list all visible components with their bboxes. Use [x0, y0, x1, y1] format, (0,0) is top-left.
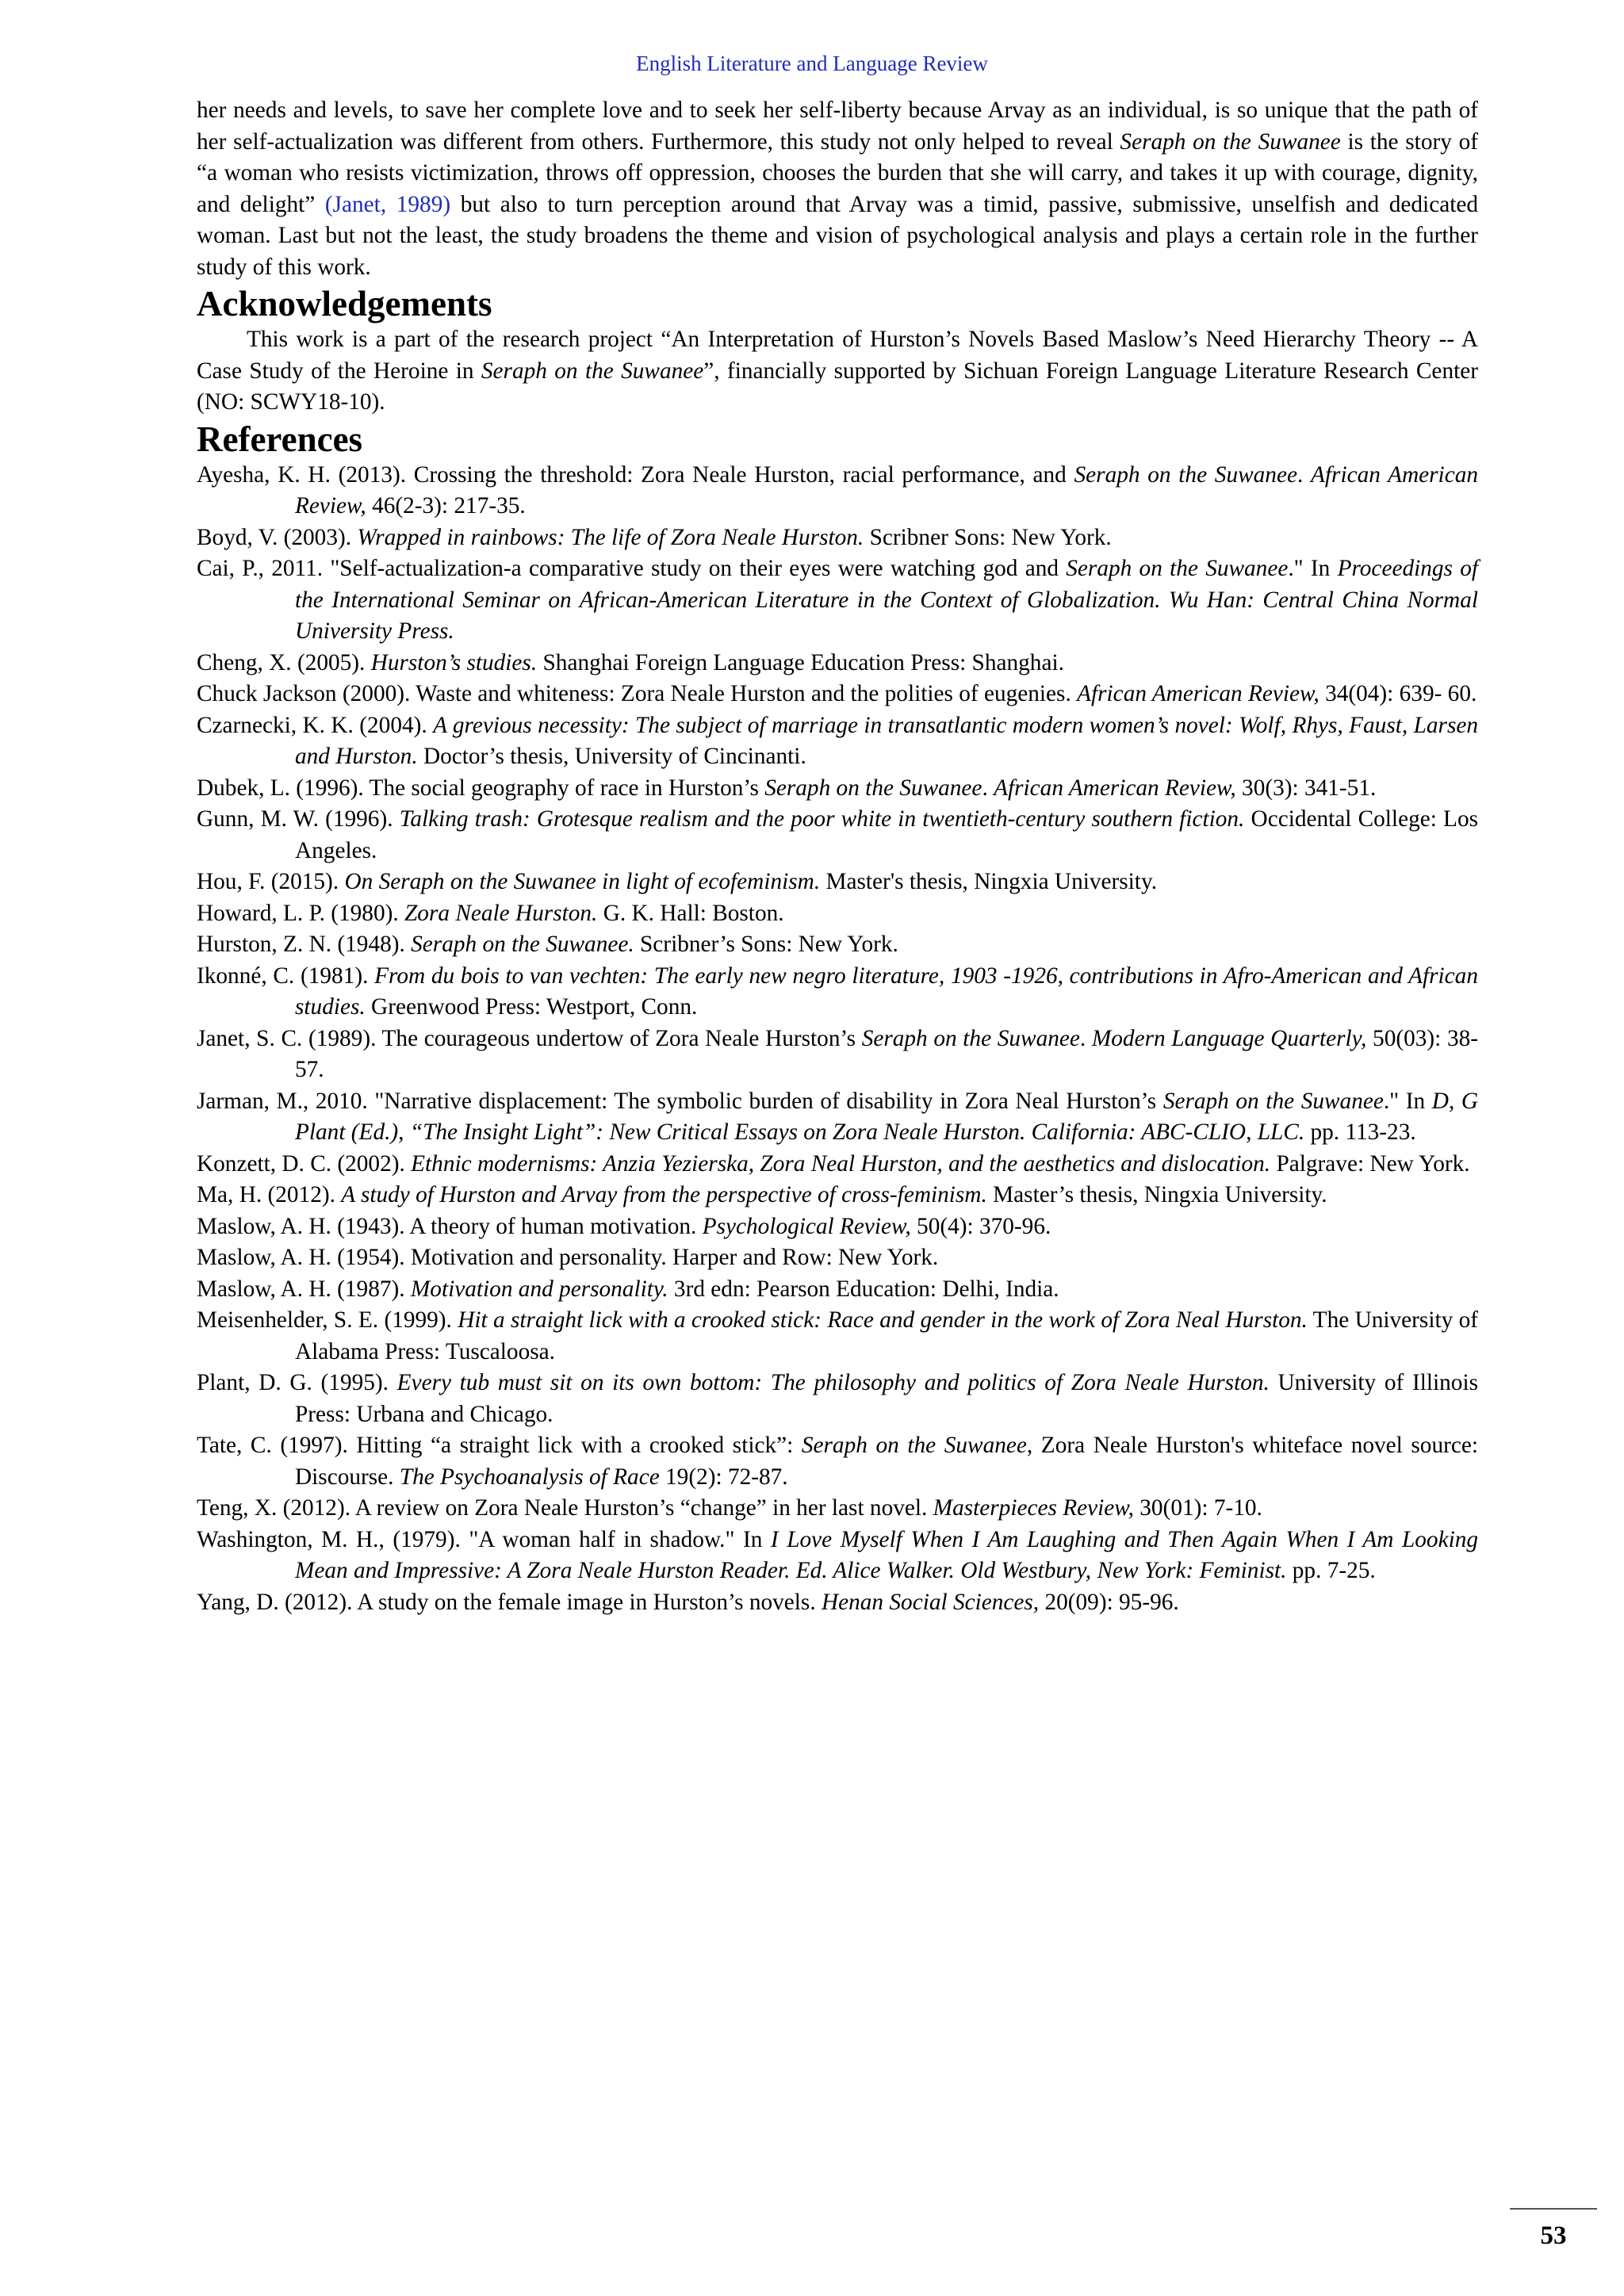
italic-text: From du bois to van vechten: The early new negro literature, 1903 -1926, contributions in Afro-American and African studies.	[295, 962, 1478, 1020]
text-run: Meisenhelder, S. E. (1999).	[197, 1307, 458, 1333]
page-number-rule	[1510, 2208, 1597, 2210]
text-run: Maslow, A. H. (1943). A theory of human motivation.	[197, 1213, 703, 1239]
text-run: This work is a part of the research project “An Interpretation of Hurston’s Novels Based Maslow’s Need Hierarchy Theory -- A Case Study of the Heroine in	[197, 327, 1478, 384]
text-run: Ma, H. (2012).	[197, 1182, 342, 1207]
italic-text: Hurston’s studies.	[370, 649, 538, 675]
text-run: 20(09): 95-96.	[1039, 1589, 1179, 1615]
text-run: Shanghai Foreign Language Education Press: Shanghai.	[537, 649, 1064, 675]
citation-link[interactable]: (Janet, 1989)	[324, 191, 451, 217]
text-run: G. K. Hall: Boston.	[597, 900, 784, 926]
italic-text: Masterpieces Review,	[933, 1495, 1134, 1521]
intro-paragraph	[197, 95, 1478, 283]
reference-entry	[197, 522, 1478, 554]
text-run: Palgrave: New York.	[1270, 1150, 1470, 1177]
text-run: 19(2): 72-87.	[659, 1464, 788, 1490]
text-run: 30(01): 7-10.	[1133, 1495, 1262, 1521]
reference-entry	[197, 1274, 1478, 1306]
reference-entry	[197, 898, 1478, 930]
italic-text: Seraph on the Suwanee	[1120, 128, 1341, 155]
italic-text: D, G Plant (Ed.), “The Insight Light”: New Critical Essays on Zora Neale Hurston. California: ABC-CLIO, LLC.	[295, 1088, 1479, 1145]
italic-text: Seraph on the Suwanee	[481, 358, 704, 384]
reference-entry	[197, 553, 1478, 648]
italic-text: Seraph on the Suwanee	[764, 775, 982, 801]
italic-text: Seraph on the Suwanee	[861, 1025, 1080, 1051]
text-run: Scribner’s Sons: New York.	[634, 932, 898, 957]
italic-text: Seraph on the Suwanee	[801, 1433, 1027, 1458]
text-run: University of Illinois Press: Urbana and Chicago.	[295, 1370, 1478, 1427]
text-run: but also to turn perception around that Arvay was a timid, passive, submissive, unselfish and dedicated woman. Last but not the least, the study broadens the theme and vision of psychological analysis and plays a certain role in the further study of this work.	[197, 191, 1478, 280]
italic-text: Seraph on the Suwanee	[1066, 556, 1289, 581]
text-run: Ayesha, K. H. (2013). Crossing the threshold: Zora Neale Hurston, racial performance, and	[197, 461, 1074, 488]
text-run: pp. 7-25.	[1286, 1558, 1376, 1583]
reference-entry	[197, 961, 1478, 1024]
text-run: The University of Alabama Press: Tuscaloosa.	[295, 1307, 1478, 1364]
reference-entry	[197, 773, 1478, 805]
text-run: Doctor’s thesis, University of Cincinanti.	[417, 744, 806, 769]
reference-entry	[197, 679, 1478, 710]
text-run: Janet, S. C. (1989). The courageous undertow of Zora Neale Hurston’s	[197, 1025, 862, 1051]
reference-entry	[197, 1430, 1478, 1493]
italic-text: Psychological Review,	[702, 1213, 911, 1239]
text-run: 46(2-3): 217-35.	[366, 493, 526, 519]
text-run: .	[982, 775, 994, 801]
text-run: Hurston, Z. N. (1948).	[197, 932, 412, 957]
text-run: .	[1079, 1025, 1092, 1051]
text-run: Plant, D. G. (1995).	[197, 1370, 397, 1395]
reference-entry	[197, 1086, 1478, 1149]
italic-text: African American Review,	[1077, 681, 1320, 706]
text-run: Maslow, A. H. (1954). Motivation and personality. Harper and Row: New York.	[197, 1245, 939, 1270]
text-run: 34(04): 639- 60.	[1319, 681, 1477, 706]
italic-text: The Psychoanalysis of Race	[399, 1464, 660, 1490]
text-run: Howard, L. P. (1980).	[197, 900, 405, 926]
text-run: Washington, M. H., (1979). "A woman half in shadow." In	[197, 1526, 771, 1552]
text-run: Chuck Jackson (2000). Waste and whiteness: Zora Neale Hurston and the polities of eugenies.	[197, 681, 1078, 706]
text-run: .	[1297, 461, 1312, 488]
text-run: ." In	[1383, 1088, 1432, 1114]
reference-entry	[197, 1587, 1478, 1619]
references-heading: References	[197, 419, 363, 459]
text-run: Cai, P., 2011. "Self-actualization-a comparative study on their eyes were watching god and	[197, 556, 1067, 581]
text-run: her needs and levels, to save her complete love and to seek her self-liberty because Arvay as an individual, is so unique that the path of her self-actualization was different from others. Furthermore, this study not only helped to reveal	[197, 98, 1478, 155]
italic-text: Motivation and personality.	[410, 1276, 668, 1302]
italic-text: African American Review,	[994, 775, 1236, 801]
italic-text: Wrapped in rainbows: The life of Zora Neale Hurston.	[357, 524, 864, 550]
reference-entry	[197, 1493, 1478, 1525]
text-run: is the story of “a woman who resists victimization, throws off oppression, chooses the burden that she will carry, and takes it up with courage, dignity, and delight”	[197, 128, 1478, 217]
reference-entry	[197, 1242, 1478, 1274]
text-run: 30(3): 341-51.	[1235, 775, 1377, 801]
text-run: , Zora Neale Hurston's whiteface novel source: Discourse.	[295, 1433, 1478, 1490]
acknowledgements-heading: Acknowledgements	[197, 284, 492, 323]
italic-text: I Love Myself When I Am Laughing and Then Again When I Am Looking Mean and Impressive: A Zora Neale Hurston Reader. Ed. Alice Walker. Old Westbury, New York: Feminist.	[295, 1526, 1479, 1583]
italic-text: African American Review,	[295, 461, 1478, 519]
reference-entry	[197, 1525, 1478, 1587]
text-run: Cheng, X. (2005).	[197, 649, 371, 675]
reference-entry	[197, 1180, 1478, 1211]
text-run: Teng, X. (2012). A review on Zora Neale Hurston’s “change” in her last novel.	[197, 1495, 933, 1521]
italic-text: Seraph on the Suwanee.	[411, 932, 634, 957]
text-run: 50(4): 370-96.	[910, 1213, 1051, 1239]
text-run: Maslow, A. H. (1987).	[197, 1276, 411, 1302]
italic-text: On Seraph on the Suwanee in light of ecofeminism.	[344, 869, 821, 894]
reference-entry	[197, 648, 1478, 679]
text-run: Gunn, M. W. (1996).	[197, 806, 400, 832]
page-number: 53	[1540, 2221, 1567, 2250]
reference-entry	[197, 1368, 1478, 1430]
reference-entry	[197, 1024, 1478, 1086]
italic-text: Ethnic modernisms: Anzia Yezierska, Zora Neal Hurston, and the aesthetics and dislocation.	[411, 1150, 1271, 1177]
text-run: ”, financially supported by Sichuan Foreign Language Literature Research Center (NO: SCWY18-10).	[197, 358, 1478, 415]
text-run: Tate, C. (1997). Hitting “a straight lick with a crooked stick”:	[197, 1433, 802, 1458]
references-list	[197, 460, 1478, 1619]
reference-entry	[197, 710, 1478, 773]
reference-entry	[197, 867, 1478, 898]
italic-text: A grevious necessity: The subject of marriage in transatlantic modern women’s novel: Wolf, Rhys, Faust, Larsen and Hurston.	[295, 712, 1478, 769]
text-run: Greenwood Press: Westport, Conn.	[365, 994, 698, 1020]
reference-entry	[197, 804, 1478, 867]
journal-header: English Literature and Language Review	[636, 52, 988, 75]
italic-text: Henan Social Sciences,	[821, 1589, 1040, 1615]
italic-text: Seraph on the Suwanee	[1162, 1088, 1384, 1114]
reference-entry	[197, 1211, 1478, 1243]
reference-entry	[197, 929, 1478, 961]
italic-text: Proceedings of the International Seminar on African-American Literature in the Context of Globalization. Wu Han: Central China Normal University Press.	[295, 556, 1478, 644]
text-run: Scribner Sons: New York.	[864, 524, 1112, 550]
text-run: ." In	[1288, 556, 1338, 581]
text-run: Master’s thesis, Ningxia University.	[986, 1182, 1327, 1207]
italic-text: Seraph on the Suwanee	[1074, 461, 1297, 488]
text-run: Czarnecki, K. K. (2004).	[197, 712, 434, 738]
text-run: Konzett, D. C. (2002).	[197, 1150, 412, 1177]
italic-text: Talking trash: Grotesque realism and the poor white in twentieth-century southern fiction.	[399, 806, 1245, 832]
text-run: Yang, D. (2012). A study on the female image in Hurston’s novels.	[197, 1589, 822, 1615]
italic-text: Zora Neale Hurston.	[404, 900, 598, 926]
italic-text: Modern Language Quarterly,	[1091, 1025, 1367, 1051]
text-run: 50(03): 38-57.	[295, 1025, 1479, 1082]
text-run: 3rd edn: Pearson Education: Delhi, India.	[668, 1276, 1059, 1302]
acknowledgements-paragraph	[197, 324, 1478, 419]
italic-text: A study of Hurston and Arvay from the perspective of cross-feminism.	[341, 1182, 987, 1207]
italic-text: Hit a straight lick with a crooked stick: Race and gender in the work of Zora Neal Hurston.	[458, 1307, 1308, 1333]
text-run: Jarman, M., 2010. "Narrative displacement: The symbolic burden of disability in Zora Neal Hurston’s	[197, 1088, 1163, 1114]
reference-entry	[197, 1149, 1478, 1181]
italic-text: Every tub must sit on its own bottom: The philosophy and politics of Zora Neale Hurston.	[396, 1370, 1270, 1395]
text-run: Dubek, L. (1996). The social geography of race in Hurston’s	[197, 775, 765, 801]
main-content	[197, 95, 1478, 1618]
text-run: Boyd, V. (2003).	[197, 524, 358, 550]
reference-entry	[197, 1305, 1478, 1368]
reference-entry	[197, 460, 1478, 522]
text-run: pp. 113-23.	[1304, 1119, 1416, 1145]
text-run: Hou, F. (2015).	[197, 869, 345, 894]
text-run: Occidental College: Los Angeles.	[295, 806, 1478, 863]
text-run: Ikonné, C. (1981).	[197, 962, 375, 989]
text-run: Master's thesis, Ningxia University.	[820, 869, 1158, 894]
